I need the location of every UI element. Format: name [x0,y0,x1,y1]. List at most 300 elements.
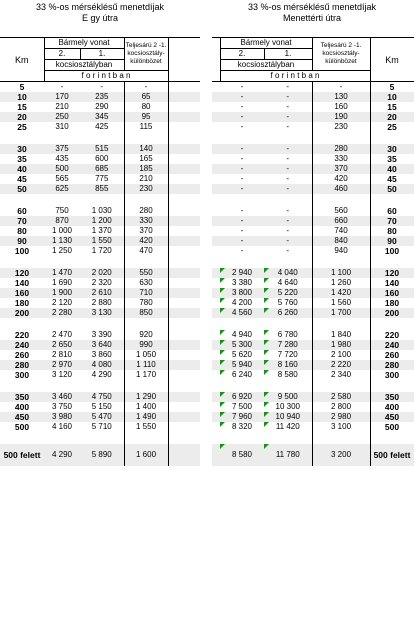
table-row [0,392,200,402]
class2-fare-cell: 375 [44,144,80,154]
difference-cell: 740 [312,226,370,236]
class2-fare-cell: 3 750 [51,402,73,411]
class2-fare-cell: 4 560 [220,308,264,318]
km-cell: 45 [370,174,414,184]
empty-cell [168,330,200,340]
difference-cell: 130 [312,92,370,102]
class2-fare-cell: 1 250 [51,246,73,255]
km-cell: 20 [370,112,414,122]
class2-fare-cell: - [240,122,244,131]
empty-cell [168,370,200,380]
kocsiosztalyban-header: kocsiosztályban [44,60,124,71]
difference-cell: 470 [124,246,168,256]
class1-fare-cell: 5 470 [80,412,124,422]
class2-fare-cell: 3 120 [51,370,73,379]
table-row [0,308,200,318]
teljesaru-header [124,38,168,71]
empty-cell [168,444,200,466]
class2-fare-cell: 1 900 [44,288,80,298]
class1-fare-cell: 2 020 [80,268,124,278]
difference-cell: 1 980 [312,340,370,350]
class2-fare-cell: 8 320 [220,422,264,432]
table-row [212,122,414,132]
km-cell: 25 [17,122,27,132]
empty-cell [168,350,200,360]
class1-fare-cell: 3 860 [91,350,112,359]
difference-cell: 1 550 [124,422,168,432]
class1-fare-cell: 7 720 [264,350,312,360]
class2-fare-cell: 2 470 [51,330,73,339]
class1-fare-cell: - [286,82,290,91]
barmely-vonat-header: Bármely vonat [220,38,312,49]
empty-cell [212,102,220,112]
class1-fare-cell: 10 940 [264,412,312,422]
empty-cell [168,82,200,93]
km-cell: 160 [0,288,44,298]
km-cell: 300 [370,370,414,380]
table-row [212,340,414,350]
empty-cell [168,236,200,246]
class2-fare-cell: - [240,206,244,215]
table-row [212,184,414,194]
empty-cell [168,392,200,402]
class2-fare-cell: - [240,82,244,91]
class2-fare-cell: 1 000 [51,226,73,235]
table-row [212,268,414,278]
difference-cell: 1 490 [124,412,168,422]
table-row [0,92,200,102]
km-cell: 140 [370,278,414,288]
difference-cell: 185 [124,164,168,174]
class2-fare-cell: - [220,164,264,174]
class1-fare-cell: 3 640 [80,340,124,350]
class2-fare-cell: 6 920 [220,392,264,402]
empty-cell [168,184,200,194]
difference-cell: 1 050 [124,350,168,360]
class1-fare-cell: 2 320 [91,278,112,287]
empty-cell [212,422,220,432]
difference-cell: 160 [312,102,370,112]
difference-cell: 370 [312,164,370,174]
class2-header: 2. [220,49,264,60]
class2-fare-cell: - [220,184,264,194]
class1-fare-cell: - [264,112,312,122]
table-row [0,246,200,256]
class2-fare-cell: 170 [44,92,80,102]
difference-cell: 1 420 [312,288,370,298]
teljesaru-line3: különbözet [325,58,357,65]
empty-cell [212,174,220,184]
empty-header [168,38,200,82]
class2-fare-cell: - [60,82,64,91]
class1-fare-cell: 4 080 [80,360,124,370]
difference-cell: 80 [124,102,168,112]
km-cell: 80 [370,226,414,236]
empty-cell [168,144,200,154]
class1-fare-cell: 425 [95,122,109,131]
class2-fare-cell: 565 [55,174,69,183]
table-row [0,412,200,422]
class2-fare-cell: 3 460 [44,392,80,402]
class2-fare-cell: 250 [44,112,80,122]
km-cell: 40 [370,164,414,174]
class1-fare-cell: 8 160 [264,360,312,370]
left-title-line1: 33 %-os mérséklésű menetdíjak [35,2,165,12]
difference-cell: 370 [124,226,168,236]
empty-cell [212,370,220,380]
class2-fare-cell: 2 810 [51,350,73,359]
empty-cell [168,112,200,122]
class1-fare-cell: - [286,174,290,183]
empty-cell [212,268,220,278]
difference-cell: 1 400 [124,402,168,412]
difference-cell: 2 100 [312,350,370,360]
class2-fare-cell: 4 200 [220,298,264,308]
table-row [0,444,200,466]
class2-fare-cell: 7 500 [220,402,264,412]
empty-cell [212,184,220,194]
class2-fare-cell: 5 300 [220,340,264,350]
class1-fare-cell: 685 [80,164,124,174]
km-cell: 500 [370,422,414,432]
empty-cell [168,246,200,256]
difference-cell: - [124,82,168,93]
difference-cell: 1 600 [124,444,168,466]
difference-cell: 280 [124,206,168,216]
class1-fare-cell: 1 200 [80,216,124,226]
km-cell: 15 [370,102,414,112]
km-cell: 240 [370,340,414,350]
difference-cell: 190 [312,112,370,122]
difference-cell: 3 200 [312,444,370,466]
table-row [0,268,200,278]
class1-fare-cell: 1 720 [91,246,112,255]
table-row [0,164,200,174]
table-row [0,402,200,412]
kocsiosztalyban-header: kocsiosztályban [220,60,312,71]
table-row [0,288,200,298]
difference-cell: 3 100 [312,422,370,432]
km-cell: 30 [0,144,44,154]
table-row [212,308,414,318]
empty-cell [168,268,200,278]
class1-fare-cell: - [286,206,290,215]
table-row [212,278,414,288]
class2-fare-cell: 500 [44,164,80,174]
km-cell: 60 [17,206,27,216]
left-fare-table [0,37,200,466]
km-cell: 260 [370,350,414,360]
km-cell: 5 [19,82,25,92]
difference-cell: 1 110 [124,360,168,370]
empty-cell [212,360,220,370]
km-cell: 20 [0,112,44,122]
class1-fare-cell: 5 890 [80,444,124,466]
class2-fare-cell: 2 650 [44,340,80,350]
class1-fare-cell: 4 640 [264,278,312,288]
class2-fare-cell: 870 [44,216,80,226]
class1-fare-cell: 2 610 [80,288,124,298]
difference-cell: 280 [312,144,370,154]
table-row [0,278,200,288]
table-row [212,154,414,164]
difference-cell: 2 580 [312,392,370,402]
table-row [212,392,414,402]
class1-fare-cell: 775 [95,174,109,183]
table-row [212,298,414,308]
km-cell: 180 [14,298,30,308]
empty-cell [168,422,200,432]
empty-cell [212,402,220,412]
class1-fare-cell: 1 030 [91,206,112,215]
table-row [212,102,414,112]
km-cell: 35 [17,154,27,164]
km-cell: 180 [370,298,414,308]
class2-fare-cell: 2 970 [44,360,80,370]
km-cell: 70 [0,216,44,226]
empty-cell [168,174,200,184]
table-row [0,184,200,194]
km-cell: 350 [370,392,414,402]
difference-cell: 230 [312,122,370,132]
table-row [212,246,414,256]
table-row [0,422,200,432]
empty-cell [212,288,220,298]
table-row [212,444,414,466]
km-cell: 80 [17,226,27,236]
empty-cell [212,308,220,318]
class2-fare-cell: - [240,226,244,235]
empty-cell [212,92,220,102]
difference-cell: 660 [312,216,370,226]
empty-cell [212,82,220,93]
km-cell: 90 [370,236,414,246]
empty-header [212,38,220,82]
empty-cell [212,164,220,174]
class2-fare-cell: 310 [55,122,69,131]
km-cell: 160 [370,288,414,298]
right-fare-table [212,37,414,466]
class2-fare-cell: 1 130 [44,236,80,246]
table-row [0,226,200,236]
table-row [212,236,414,246]
class2-fare-cell: - [220,92,264,102]
difference-cell: 115 [124,122,168,132]
table-row [0,370,200,380]
difference-cell: 1 560 [312,298,370,308]
difference-cell: 2 340 [312,370,370,380]
class1-fare-cell: 4 750 [80,392,124,402]
empty-cell [212,226,220,236]
class1-fare-cell: - [264,236,312,246]
difference-cell: 560 [312,206,370,216]
table-row [212,206,414,216]
empty-cell [168,412,200,422]
table-row [0,174,200,184]
class2-fare-cell: 5 620 [220,350,264,360]
class2-fare-cell: 5 940 [220,360,264,370]
empty-cell [168,206,200,216]
class2-fare-cell: - [240,174,244,183]
km-cell: 30 [370,144,414,154]
class1-header: 1. [80,49,124,60]
table-row [212,422,414,432]
km-cell: 240 [0,340,44,350]
difference-cell: 1 170 [124,370,168,380]
difference-cell: 550 [124,268,168,278]
difference-cell: 95 [124,112,168,122]
difference-cell: 2 800 [312,402,370,412]
empty-cell [168,288,200,298]
km-cell: 500 felett [0,444,44,466]
km-cell: 120 [0,268,44,278]
empty-cell [168,164,200,174]
difference-cell: 990 [124,340,168,350]
table-row [212,370,414,380]
class2-fare-cell: - [220,144,264,154]
class1-fare-cell: 10 300 [264,402,312,412]
table-row [212,402,414,412]
table-row [0,350,200,360]
table-row [0,82,200,93]
table-row [0,206,200,216]
empty-cell [212,340,220,350]
km-cell: 90 [0,236,44,246]
empty-cell [212,298,220,308]
empty-cell [168,216,200,226]
table-row [0,112,200,122]
table-row [212,112,414,122]
class1-fare-cell: 11 780 [264,444,312,466]
empty-cell [168,154,200,164]
difference-cell: 460 [312,184,370,194]
difference-cell: 920 [124,330,168,340]
empty-cell [212,112,220,122]
empty-cell [212,122,220,132]
forintban-header: f o r i n t b a n [220,71,370,82]
km-cell: 35 [370,154,414,164]
difference-cell: 420 [312,174,370,184]
difference-cell: 2 980 [312,412,370,422]
difference-cell: 1 700 [312,308,370,318]
class1-fare-cell: - [264,216,312,226]
class1-fare-cell: 855 [80,184,124,194]
empty-cell [212,144,220,154]
km-cell: 450 [0,412,44,422]
empty-cell [168,402,200,412]
difference-cell: 1 260 [312,278,370,288]
empty-cell [168,278,200,288]
class1-fare-cell: - [286,102,290,111]
km-cell: 500 [14,422,30,432]
difference-cell: 1 290 [124,392,168,402]
class1-fare-cell: 4 040 [264,268,312,278]
empty-cell [212,392,220,402]
empty-cell [168,122,200,132]
empty-cell [212,278,220,288]
class1-fare-cell: 2 880 [91,298,112,307]
class2-fare-cell: - [220,236,264,246]
difference-cell: 2 220 [312,360,370,370]
table-row [0,360,200,370]
class2-fare-cell: 3 380 [220,278,264,288]
class2-header: 2. [44,49,80,60]
class2-fare-cell: 2 280 [44,308,80,318]
empty-cell [212,350,220,360]
difference-cell: 65 [124,92,168,102]
difference-cell: 230 [124,184,168,194]
teljesaru-line2: kocsiosztály- [127,50,165,57]
class2-fare-cell: 7 960 [220,412,264,422]
km-cell: 25 [370,122,414,132]
class1-fare-cell: 5 710 [91,422,112,431]
difference-cell: 165 [124,154,168,164]
class1-fare-cell: - [286,154,290,163]
class1-fare-cell: 5 220 [264,288,312,298]
km-cell: 500 felett [370,444,414,466]
table-row [212,288,414,298]
class1-fare-cell: 6 260 [264,308,312,318]
empty-cell [168,308,200,318]
teljesaru-header [312,38,370,71]
empty-cell [212,206,220,216]
km-cell: 40 [0,164,44,174]
km-cell: 10 [370,92,414,102]
class2-fare-cell: - [220,112,264,122]
difference-cell: 630 [124,278,168,288]
class2-fare-cell: 4 290 [44,444,80,466]
table-row [212,164,414,174]
difference-cell: 850 [124,308,168,318]
class1-fare-cell: 9 500 [264,392,312,402]
difference-cell: 330 [124,216,168,226]
empty-cell [212,444,220,466]
teljesaru-line1: Teljesárú 2 -1. [320,42,362,49]
km-cell: 400 [14,402,30,412]
km-cell: 220 [370,330,414,340]
difference-cell: 1 840 [312,330,370,340]
class2-fare-cell: - [240,102,244,111]
empty-cell [212,330,220,340]
class1-fare-cell: - [286,226,290,235]
empty-cell [168,360,200,370]
empty-cell [168,340,200,350]
difference-cell: 140 [124,144,168,154]
empty-cell [168,92,200,102]
class1-fare-cell: 1 370 [91,226,112,235]
class2-fare-cell: 3 980 [44,412,80,422]
class2-fare-cell: 2 940 [220,268,264,278]
class1-fare-cell: 345 [80,112,124,122]
class1-fare-cell: - [264,164,312,174]
empty-cell [168,102,200,112]
empty-cell [212,216,220,226]
table-row [212,350,414,360]
km-cell: 280 [0,360,44,370]
table-row [0,154,200,164]
right-title-line2: Menettérti útra [282,13,342,23]
km-cell: 260 [14,350,30,360]
km-cell: 15 [17,102,27,112]
table-row [0,340,200,350]
class1-fare-cell: 5 760 [264,298,312,308]
km-header: Km [370,38,414,82]
table-row [212,412,414,422]
right-title-line1: 33 %-os mérséklésű menetdíjak [247,2,377,12]
empty-cell [212,154,220,164]
class1-fare-cell: - [286,122,290,131]
left-title-line2: E gy útra [81,13,119,23]
